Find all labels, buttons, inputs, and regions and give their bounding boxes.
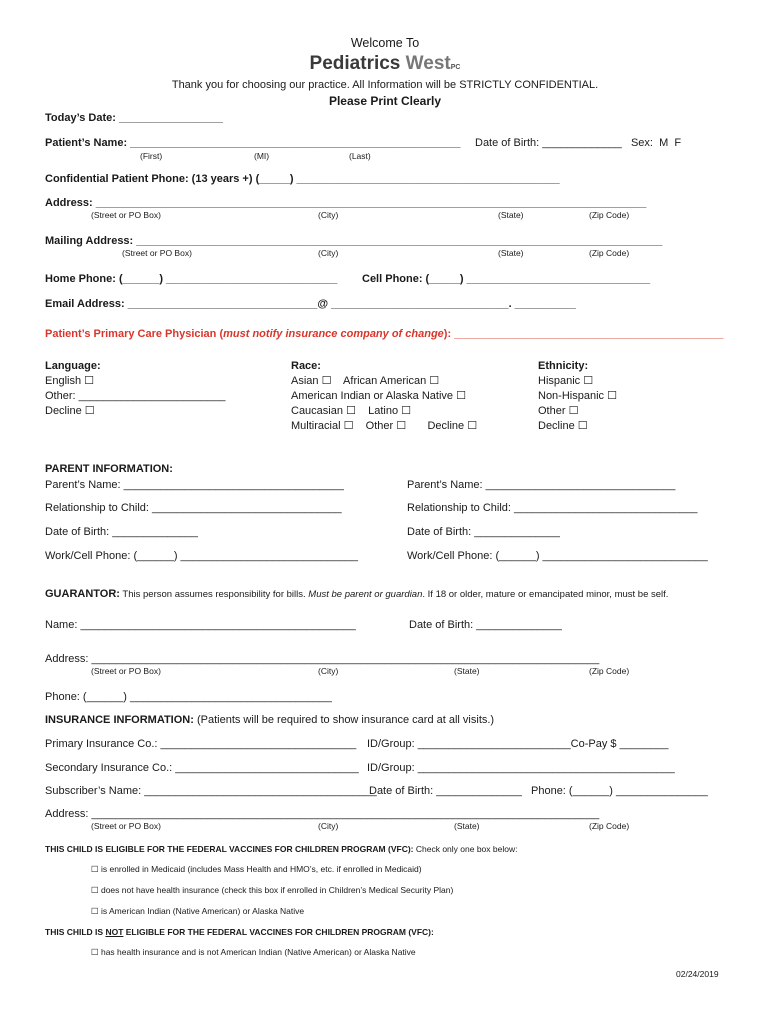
state-caption: (State) [498, 248, 524, 258]
zip-caption: (Zip Code) [589, 248, 630, 258]
revision-date: 02/24/2019 [676, 969, 719, 979]
primary-id-group-field[interactable]: ID/Group: _________________________Co-Pay $ ________ [367, 738, 669, 750]
street-caption: (Street or PO Box) [91, 210, 161, 220]
subscriber-dob-field[interactable]: Date of Birth: ______________ [369, 785, 522, 797]
street-caption: (Street or PO Box) [91, 666, 161, 676]
guarantor-address-field[interactable]: Address: ___________________________________________________________________________________ [45, 653, 600, 665]
vfc-option-native[interactable]: ☐ is American Indian (Native American) or Alaska Native [91, 906, 305, 916]
vfc-option-medicaid[interactable]: ☐ is enrolled in Medicaid (includes Mass Health and HMO’s, etc. if enrolled in Medicaid) [91, 864, 422, 874]
zip-caption: (Zip Code) [589, 210, 630, 220]
relationship-field[interactable]: Relationship to Child: ______________________________ [407, 502, 698, 514]
language-label: Language: [45, 360, 101, 372]
vfc-option-uninsured[interactable]: ☐ does not have health insurance (check this box if enrolled in Children’s Medical Security Plan) [91, 885, 454, 895]
practice-logo: Pediatrics WestPC [309, 53, 461, 74]
dob-sex-field[interactable]: Date of Birth: _____________ Sex: M F [475, 137, 682, 149]
parent-heading: PARENT INFORMATION: [45, 463, 173, 475]
race-option[interactable]: Asian ☐ African American ☐ [291, 375, 440, 387]
welcome-text: Welcome To [350, 36, 420, 50]
language-option[interactable]: Other: ________________________ [45, 390, 226, 402]
race-label: Race: [291, 360, 321, 372]
mi-caption: (MI) [254, 151, 270, 161]
city-caption: (City) [318, 821, 339, 831]
insurance-heading: INSURANCE INFORMATION: (Patients will be required to show insurance card at all visits.) [45, 714, 495, 726]
parent-dob-field[interactable]: Date of Birth: ______________ [45, 526, 198, 538]
cell-phone-field[interactable]: Cell Phone: (_____) ______________________________ [362, 273, 651, 285]
state-caption: (State) [498, 210, 524, 220]
zip-caption: (Zip Code) [589, 666, 630, 676]
city-caption: (City) [318, 666, 339, 676]
subscriber-address-field[interactable]: Address: ___________________________________________________________________________________ [45, 808, 600, 820]
home-phone-field[interactable]: Home Phone: (______) ____________________________ [45, 273, 338, 285]
vfc-eligible-heading: THIS CHILD IS ELIGIBLE FOR THE FEDERAL VACCINES FOR CHILDREN PROGRAM (VFC): Check only one box below: [45, 844, 518, 854]
work-phone-field[interactable]: Work/Cell Phone: (______) ___________________________ [407, 550, 708, 562]
subscriber-phone-field[interactable]: Phone: (______) _______________ [531, 785, 708, 797]
relationship-field[interactable]: Relationship to Child: _______________________________ [45, 502, 342, 514]
patient-name-field[interactable]: Patient’s Name: ______________________________________________________ [45, 137, 461, 149]
todays-date-field[interactable]: Today’s Date: _________________ [45, 112, 223, 124]
work-phone-field[interactable]: Work/Cell Phone: (______) _____________________________ [45, 550, 358, 562]
parent-name-field[interactable]: Parent’s Name: _______________________________ [407, 479, 676, 491]
secondary-insurance-field[interactable]: Secondary Insurance Co.: ______________________________ [45, 762, 359, 774]
language-option[interactable]: Decline ☐ [45, 405, 95, 417]
confidential-note: Thank you for choosing our practice. All Information will be STRICTLY CONFIDENTIAL. [171, 79, 599, 91]
state-caption: (State) [454, 666, 480, 676]
ethnicity-option[interactable]: Other ☐ [538, 405, 579, 417]
pcp-field[interactable]: Patient’s Primary Care Physician (must notify insurance company of change): ____________________________________________ [45, 328, 724, 340]
zip-caption: (Zip Code) [589, 821, 630, 831]
race-option[interactable]: Multiracial ☐ Other ☐ Decline ☐ [291, 420, 478, 432]
email-field[interactable]: Email Address: _______________________________@ _____________________________. __________ [45, 298, 576, 310]
first-caption: (First) [140, 151, 163, 161]
ethnicity-label: Ethnicity: [538, 360, 589, 372]
race-option[interactable]: Caucasian ☐ Latino ☐ [291, 405, 412, 417]
parent-dob-field[interactable]: Date of Birth: ______________ [407, 526, 560, 538]
city-caption: (City) [318, 248, 339, 258]
vfc-not-eligible-heading: THIS CHILD IS NOT ELIGIBLE FOR THE FEDERAL VACCINES FOR CHILDREN PROGRAM (VFC): [45, 927, 434, 937]
secondary-id-group-field[interactable]: ID/Group: __________________________________________ [367, 762, 675, 774]
state-caption: (State) [454, 821, 480, 831]
primary-insurance-field[interactable]: Primary Insurance Co.: ________________________________ [45, 738, 357, 750]
ethnicity-option[interactable]: Decline ☐ [538, 420, 588, 432]
print-clearly-heading: Please Print Clearly [328, 94, 442, 108]
street-caption: (Street or PO Box) [91, 821, 161, 831]
subscriber-name-field[interactable]: Subscriber’s Name: ______________________________________ [45, 785, 377, 797]
race-option[interactable]: American Indian or Alaska Native ☐ [291, 390, 466, 402]
address-field[interactable]: Address: __________________________________________________________________________________________ [45, 197, 647, 209]
city-caption: (City) [318, 210, 339, 220]
patient-phone-field[interactable]: Confidential Patient Phone: (13 years +) (_____) ___________________________________________ [45, 173, 560, 185]
ethnicity-option[interactable]: Non-Hispanic ☐ [538, 390, 617, 402]
guarantor-dob-field[interactable]: Date of Birth: ______________ [409, 619, 562, 631]
mailing-address-field[interactable]: Mailing Address: ______________________________________________________________________________________ [45, 235, 663, 247]
last-caption: (Last) [349, 151, 371, 161]
guarantor-name-field[interactable]: Name: _____________________________________________ [45, 619, 356, 631]
ethnicity-option[interactable]: Hispanic ☐ [538, 375, 594, 387]
vfc-option-insured[interactable]: ☐ has health insurance and is not American Indian (Native American) or Alaska Native [91, 947, 416, 957]
language-option[interactable]: English ☐ [45, 375, 94, 387]
guarantor-heading: GUARANTOR: This person assumes responsibility for bills. Must be parent or guardian. If 18 or older, mature or emancipated minor, must be self. [45, 588, 669, 600]
guarantor-phone-field[interactable]: Phone: (______) _________________________________ [45, 691, 332, 703]
street-caption: (Street or PO Box) [122, 248, 192, 258]
parent-name-field[interactable]: Parent’s Name: ____________________________________ [45, 479, 344, 491]
